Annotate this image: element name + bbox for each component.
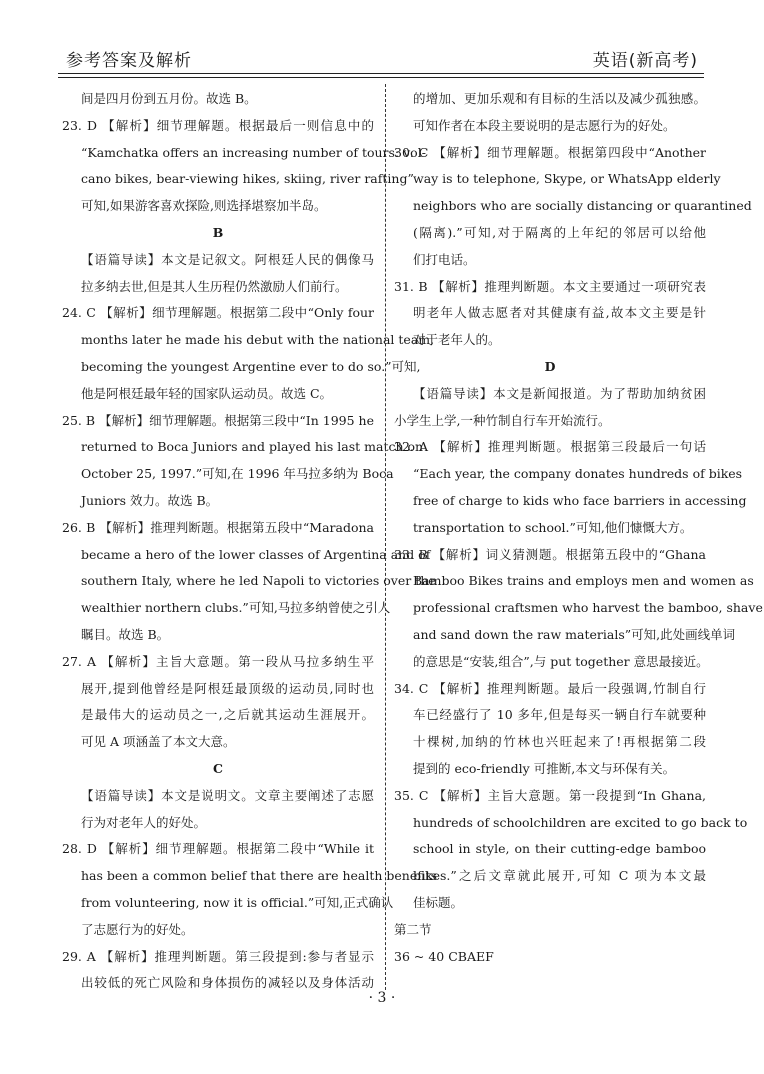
text-line: C <box>213 760 223 776</box>
text-line: 十棵树,加纳的竹林也兴旺起来了!再根据第二段 <box>413 734 706 750</box>
text-line: 对于老年人的。 <box>413 332 501 348</box>
text-line: 可知作者在本段主要说明的是志愿行为的好处。 <box>413 117 676 133</box>
text-line: 34. C 【解析】推理判断题。最后一段强调,竹制自行 <box>394 680 706 696</box>
text-line: 展开,提到他曾经是阿根廷最顶级的运动员,同时也 <box>81 680 374 696</box>
text-line: 明老年人做志愿者对其健康有益,故本文主要是针 <box>413 305 706 321</box>
text-line: Bamboo Bikes trains and employs men and women as <box>413 573 754 589</box>
text-line: free of charge to kids who face barriers in accessing <box>413 492 747 508</box>
text-line: 30. C 【解析】细节理解题。根据第四段中“Another <box>394 144 706 160</box>
text-line: became a hero of the lower classes of Argentina and of <box>81 546 431 562</box>
column-divider <box>385 84 386 990</box>
text-line: 23. D 【解析】细节理解题。根据最后一则信息中的 <box>62 117 374 133</box>
text-line: 瞩目。故选 B。 <box>81 626 170 642</box>
text-line: 了志愿行为的好处。 <box>81 921 194 937</box>
text-line: 26. B 【解析】推理判断题。根据第五段中“Maradona <box>62 519 374 535</box>
text-line: 提到的 eco-friendly 可推断,本文与环保有关。 <box>413 760 676 776</box>
text-line: 24. C 【解析】细节理解题。根据第二段中“Only four <box>62 305 374 321</box>
text-line: months later he made his debut with the national team, <box>81 332 435 348</box>
text-line: 可见 A 项涵盖了本文大意。 <box>81 734 236 750</box>
text-line: cano bikes, bear-viewing hikes, skiing, river rafting” <box>81 171 414 187</box>
text-line: 佳标题。 <box>413 894 464 910</box>
text-line: 27. A 【解析】主旨大意题。第一段从马拉多纳生平 <box>62 653 374 669</box>
text-line: way is to telephone, Skype, or WhatsApp elderly <box>413 171 721 187</box>
text-line: (隔离).”可知,对于隔离的上年纪的邻居可以给他 <box>413 224 706 240</box>
text-line: southern Italy, where he led Napoli to victories over the <box>81 573 436 589</box>
text-line: 35. C 【解析】主旨大意题。第一段提到“In Ghana, <box>394 787 706 803</box>
text-line: has been a common belief that there are health benefits <box>81 868 438 884</box>
text-line: “Kamchatka offers an increasing number of tours: vol- <box>81 144 426 160</box>
text-line: bikes.”之后文章就此展开,可知 C 项为本文最 <box>413 868 706 884</box>
text-line: 33. B 【解析】词义猜测题。根据第五段中的“Ghana <box>394 546 706 562</box>
text-line: 【语篇导读】本文是新闻报道。为了帮助加纳贫困 <box>413 385 706 401</box>
text-line: from volunteering, now it is official.”可知,正式确认 <box>81 894 394 910</box>
text-line: and sand down the raw materials”可知,此处画线单词 <box>413 626 736 642</box>
text-line: wealthier northern clubs.”可知,马拉多纳曾使之引人 <box>81 600 391 616</box>
header-title-right: 英语(新高考) <box>592 51 698 71</box>
text-line: hundreds of schoolchildren are excited to go back to <box>413 814 748 830</box>
text-line: 36 ~ 40 CBAEF <box>394 948 494 964</box>
text-line: 是最伟大的运动员之一,之后就其运动生涯展开。 <box>81 707 374 723</box>
text-line: 出较低的死亡风险和身体损伤的减轻以及身体活动 <box>81 975 374 991</box>
text-line: 的增加、更加乐观和有目标的生活以及减少孤独感。 <box>413 91 706 106</box>
text-line: neighbors who are socially distancing or quarantined <box>413 198 752 214</box>
text-line: 31. B 【解析】推理判断题。本文主要通过一项研究表 <box>394 278 706 294</box>
text-line: 们打电话。 <box>413 251 476 267</box>
text-line: 32. A 【解析】推理判断题。根据第三段最后一句话 <box>394 439 706 455</box>
text-line: 他是阿根廷最年轻的国家队运动员。故选 C。 <box>81 385 333 401</box>
page-number: · 3 · <box>368 990 396 1006</box>
text-line: 拉多纳去世,但是其人生历程仍然激励人们前行。 <box>81 278 348 294</box>
right-column <box>394 86 763 970</box>
text-line: October 25, 1997.”可知,在 1996 年马拉多纳为 Boca <box>81 466 394 482</box>
header-rule-thick <box>58 73 704 74</box>
text-line: 的意思是“安装,组合”,与 put together 意思最接近。 <box>413 653 709 669</box>
text-line: 29. A 【解析】推理判断题。第三段提到:参与者显示 <box>62 948 374 964</box>
page-header <box>58 46 704 72</box>
text-line: 行为对老年人的好处。 <box>81 814 207 830</box>
text-line: B <box>212 224 224 240</box>
header-rule-thin <box>58 77 704 78</box>
text-line: 28. D 【解析】细节理解题。根据第二段中“While it <box>62 841 374 857</box>
text-line: professional craftsmen who harvest the bamboo, shave <box>413 600 763 616</box>
text-line: 间是四月份到五月份。故选 B。 <box>81 91 257 106</box>
text-line: D <box>544 358 556 374</box>
text-line: “Each year, the company donates hundreds of bikes <box>413 466 743 482</box>
text-line: 第二节 <box>394 921 432 937</box>
text-line: 车已经盛行了 10 多年,但是每买一辆自行车就要种 <box>413 707 706 723</box>
text-line: transportation to school.”可知,他们慷慨大方。 <box>413 519 693 535</box>
text-line: 小学生上学,一种竹制自行车开始流行。 <box>394 412 611 428</box>
text-line: 【语篇导读】本文是说明文。文章主要阐述了志愿 <box>81 787 374 803</box>
text-line: returned to Boca Juniors and played his last match on <box>81 439 424 455</box>
text-line: Juniors 效力。故选 B。 <box>81 492 219 508</box>
text-line: school in style, on their cutting-edge bamboo <box>413 841 706 857</box>
header-title-left: 参考答案及解析 <box>66 51 192 71</box>
text-line: 【语篇导读】本文是记叙文。阿根廷人民的偶像马 <box>81 251 374 267</box>
text-line: 可知,如果游客喜欢探险,则选择堪察加半岛。 <box>81 198 327 214</box>
text-line: 25. B 【解析】细节理解题。根据第三段中“In 1995 he <box>62 412 374 428</box>
text-line: becoming the youngest Argentine ever to do so.”可知, <box>81 358 421 374</box>
